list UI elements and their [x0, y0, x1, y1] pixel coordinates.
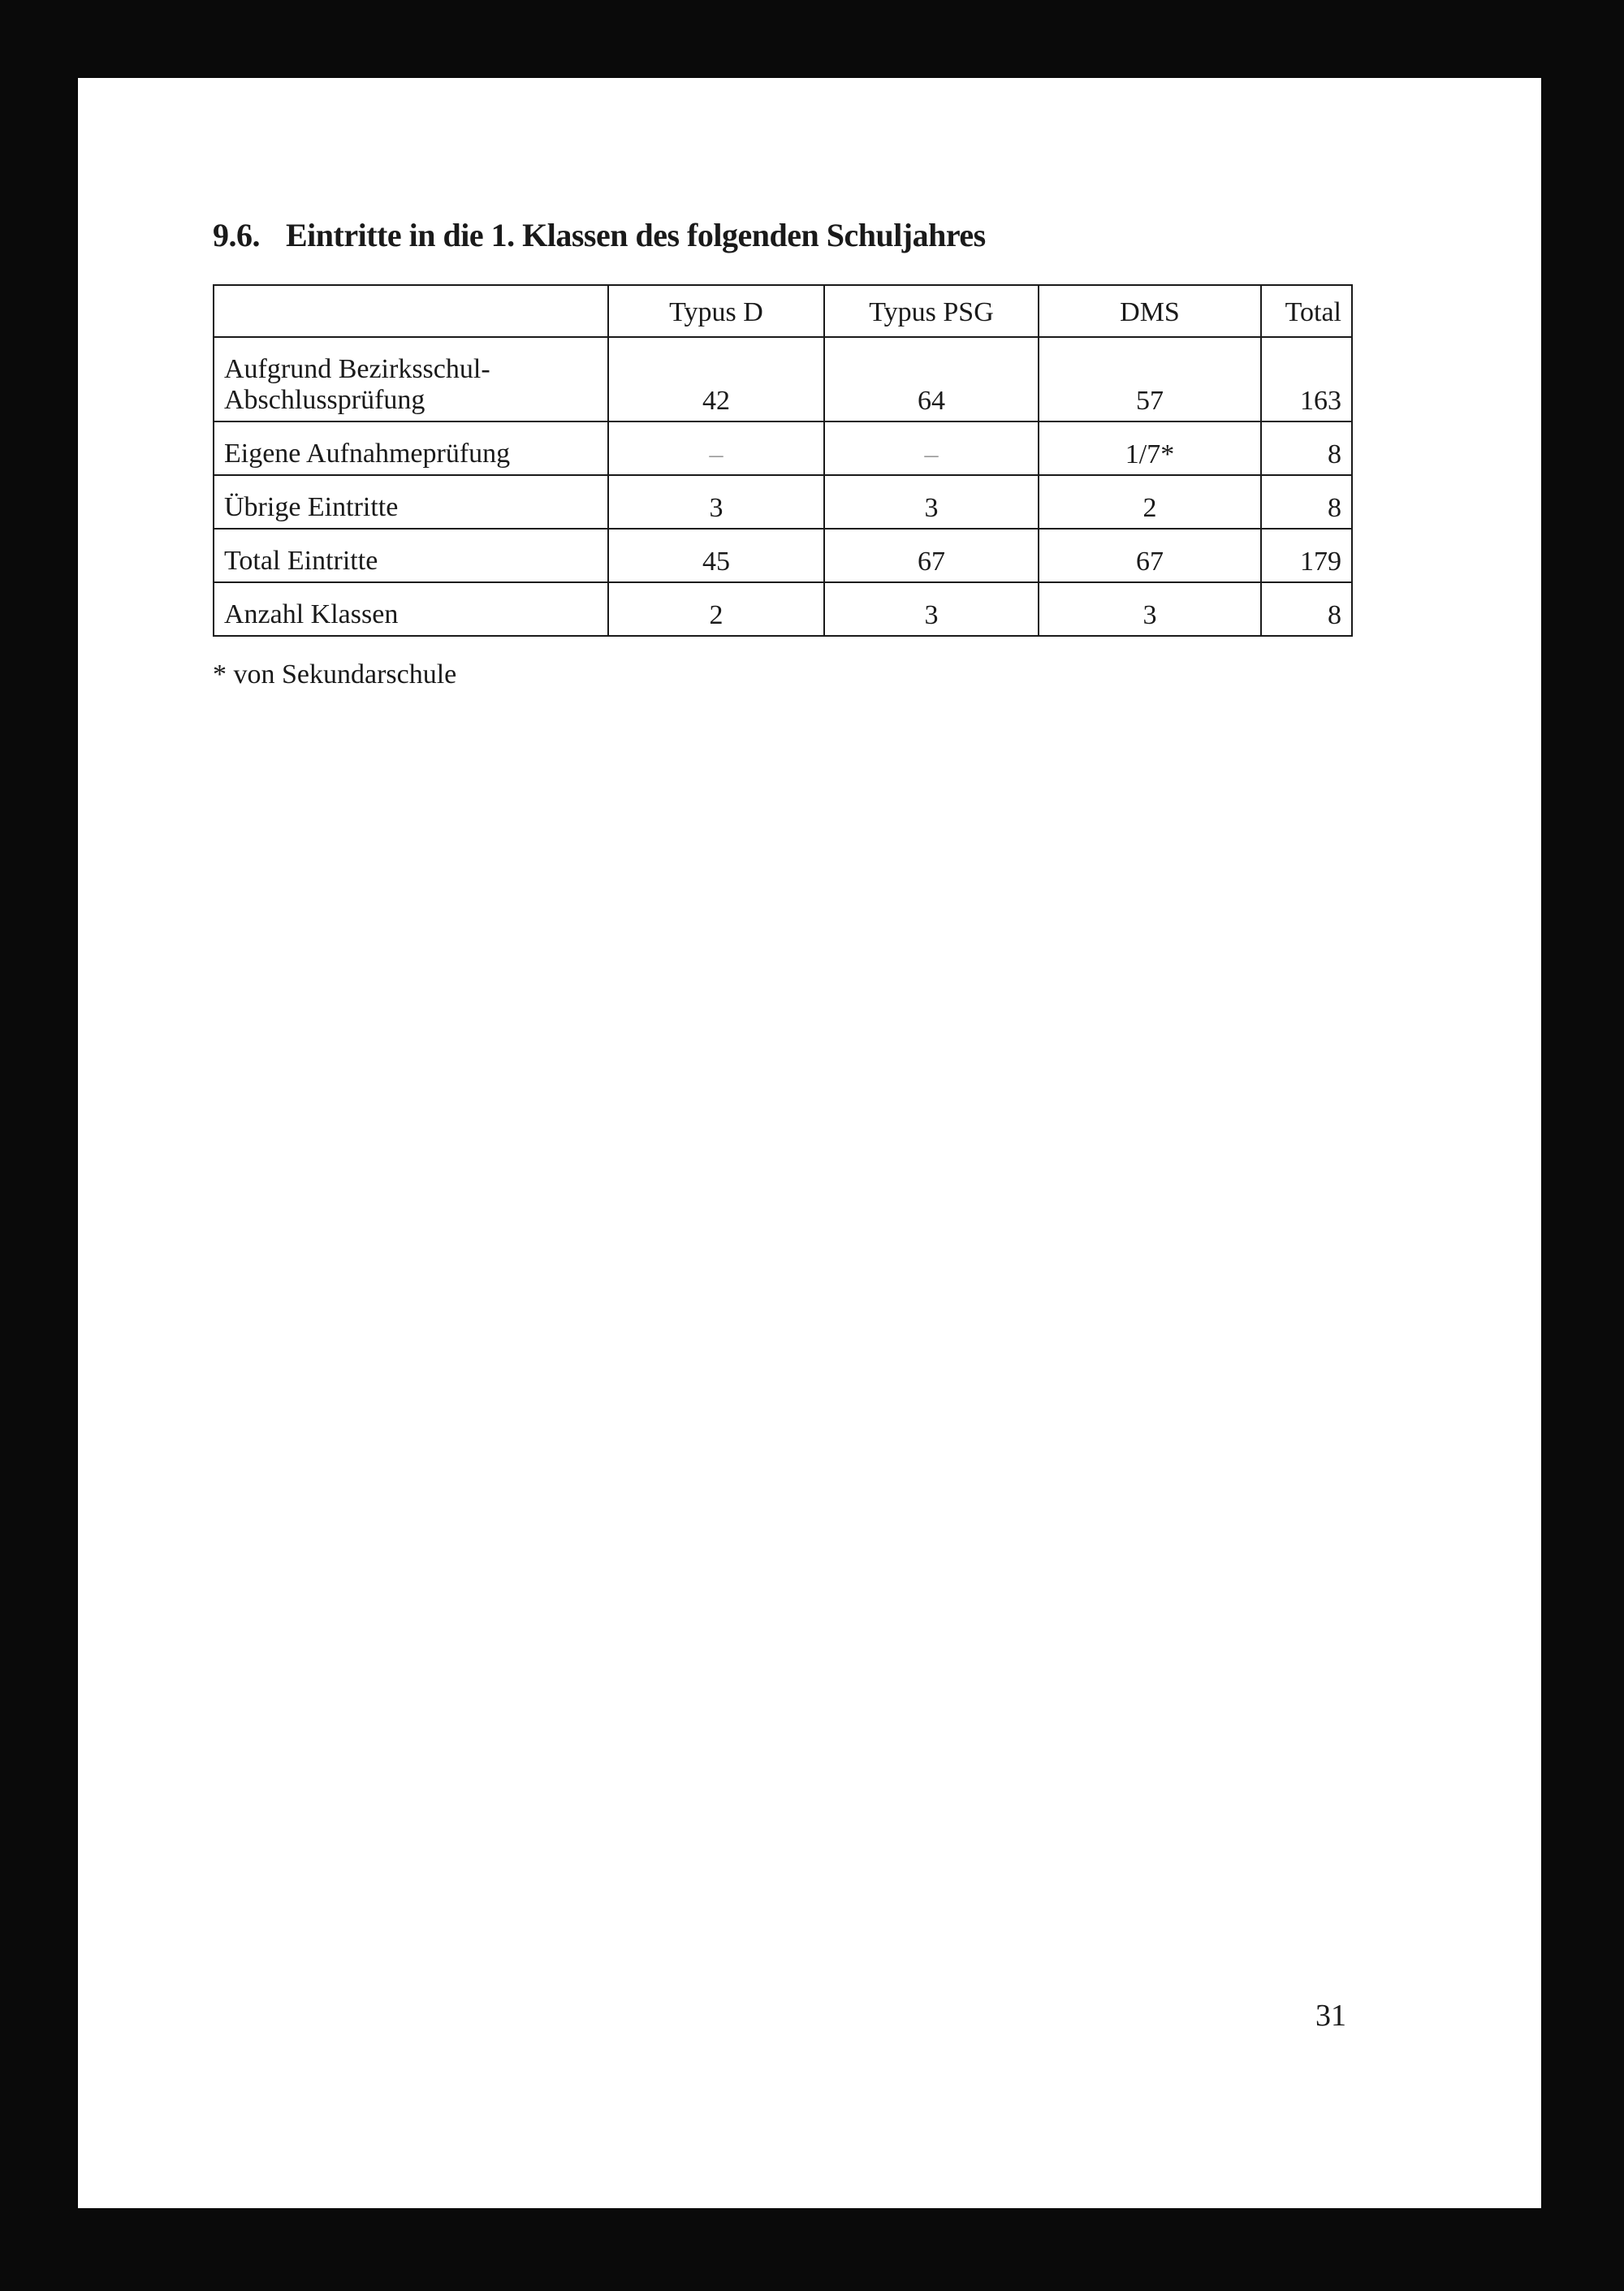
header-typus-psg: Typus PSG	[824, 285, 1039, 337]
table-row	[214, 529, 1352, 582]
table-row	[214, 475, 1352, 529]
cell-dms: 1/7*	[1039, 421, 1261, 475]
cell-dms: 2	[1039, 475, 1261, 529]
cell-total: 163	[1261, 337, 1352, 421]
header-dms: DMS	[1039, 285, 1261, 337]
table-row	[214, 582, 1352, 636]
cell-typus-d: 3	[608, 475, 824, 529]
table-footnote: * von Sekundarschule	[213, 659, 457, 689]
cell-typus-psg: 64	[824, 337, 1039, 421]
cell-total: 8	[1261, 475, 1352, 529]
section-heading	[213, 216, 986, 254]
cell-typus-d: 42	[608, 337, 824, 421]
table-header-row	[214, 285, 1352, 337]
cell-total: 8	[1261, 421, 1352, 475]
cell-typus-psg: 3	[824, 475, 1039, 529]
row-label: Total Eintritte	[214, 529, 608, 582]
row-label-line: Abschlussprüfung	[224, 385, 425, 415]
row-label: Eigene Aufnahmeprüfung	[214, 421, 608, 475]
cell-typus-psg: –	[824, 421, 1039, 475]
cell-dms: 3	[1039, 582, 1261, 636]
cell-total: 8	[1261, 582, 1352, 636]
cell-typus-d: 2	[608, 582, 824, 636]
table-row	[214, 421, 1352, 475]
header-cell-empty	[214, 285, 608, 337]
document-page	[78, 78, 1541, 2208]
row-label	[214, 337, 608, 421]
row-label: Übrige Eintritte	[214, 475, 608, 529]
header-typus-d: Typus D	[608, 285, 824, 337]
section-title: Eintritte in die 1. Klassen des folgenden Schuljahres	[286, 217, 986, 253]
header-total: Total	[1261, 285, 1352, 337]
cell-typus-d: 45	[608, 529, 824, 582]
cell-dms: 67	[1039, 529, 1261, 582]
page-number: 31	[1315, 1999, 1346, 2033]
cell-typus-psg: 3	[824, 582, 1039, 636]
section-number: 9.6.	[213, 217, 260, 253]
row-label: Anzahl Klassen	[214, 582, 608, 636]
cell-typus-psg: 67	[824, 529, 1039, 582]
row-label-line: Aufgrund Bezirksschul-	[224, 354, 490, 384]
cell-total: 179	[1261, 529, 1352, 582]
cell-dms: 57	[1039, 337, 1261, 421]
cell-typus-d: –	[608, 421, 824, 475]
table-row	[214, 337, 1352, 421]
admissions-table	[213, 284, 1353, 637]
